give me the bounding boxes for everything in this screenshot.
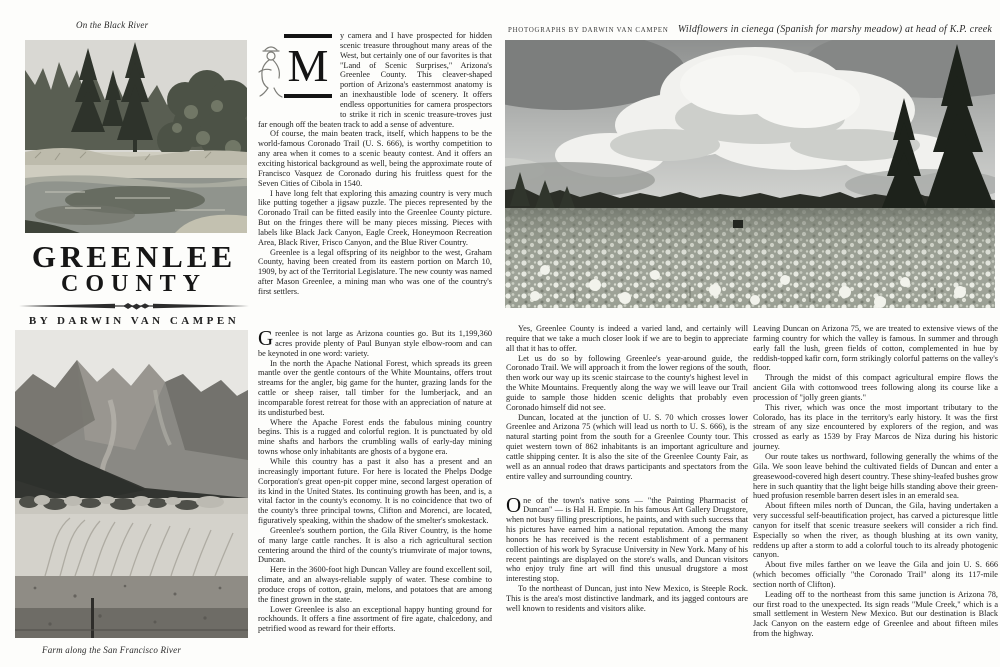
farm-photo-art (15, 330, 248, 638)
paragraph: Through the midst of this compact agricultural empire flows the ancient Gila with cottonwood trees following along its course like a procession of "jolly green giants." (753, 373, 998, 402)
caption-san-francisco-farm: Farm along the San Francisco River (42, 645, 182, 655)
paragraph: Lower Greenlee is also an exceptional happy hunting ground for rockhounds. It offers a fine assortment of fire agate, chalcedony, and petrified wood as reward for their efforts. (258, 604, 492, 634)
paragraph (506, 492, 748, 585)
paragraph-text: reenlee is not large as Arizona counties go. But its 1,199,360 acres provide plenty of Paul Bunyan style elbow-room and can be keynoted in one word: variety. (258, 329, 492, 358)
paragraph: Of course, the main beaten track, itself, which happens to be the world-famous Coronado Trail (U. S. 666), is worthy competition to any area when it comes to a scenic beauty contest. And it offers an exciting historical background as well, being the approximate route of Francisco Vasquez de Coronado during his fruitless quest for the Seven Cities of Cibola in 1540. (258, 129, 492, 188)
caption-black-river: On the Black River (76, 20, 149, 30)
paragraph: Here in the 3600-foot high Duncan Valley are found excellent soil, climate, and an always-reliable supply of water. These combine to produce crops of cotton, grain, melons, and potatoes that are among the finest grown in the state. (258, 565, 492, 604)
right-column-1 (506, 324, 748, 660)
dropcap-o: O (506, 492, 522, 517)
paragraph: Leading off to the northeast from this same junction is Arizona 78, our first road to the unexpected. Its sign reads "Mule Creek," which is a small settlement in Western New Mexico. But our destination is Black Jack Canyon on the eastern edge of Greenlee and about fifteen miles from the highway. (753, 589, 998, 639)
paragraph: In the north the Apache National Forest, which spreads its green mantle over the gentle contours of the White Mountains, offers trout streams for the angler, big game for the hunter, grazing lands for the cattle or sheep raiser, tall timber for the lumberjack, and an incomparable forest retreat for those with an appreciation of nature at its undisturbed best. (258, 358, 492, 417)
paragraph: Where the Apache Forest ends the fabulous mining country begins. This is a rugged and colorful region. It is punctuated by old mine shafts and harbors the crumbling walls of early-day mining towns whose only inhabitants are ghosts of a bygone era. (258, 417, 492, 457)
paragraph: Greenlee's southern portion, the Gila River Country, is the home of many large cattle ranches. It is also a rich agricultural section centering around the third of the county's triumvirate of major towns, Duncan. (258, 525, 492, 565)
page-title: GREENLEE (31, 239, 237, 274)
paragraph: Let us do so by following Greenlee's year-around guide, the Coronado Trail. We will approach it from the lower regions of the south, then work our way up its scenic staircase to the county's highest level in the White Mountains. Frequently along the way we will leave our Trail guide to sample those hidden scenic delights that probably even Coronado himself did not see. (506, 353, 748, 412)
photo-credit: PHOTOGRAPHS BY DARWIN VAN CAMPEN (508, 27, 669, 34)
paragraph: This river, which was once the most important tributary to the Colorado, has its place in the territory's early history. It was the first stream of any size encountered by explorers of the region, and was crossed as early as 1539 by Fray Marcos de Niza during his historic journey. (753, 402, 998, 452)
paragraph: About fifteen miles north of Duncan, the Gila, having undertaken a very successful self-beautification project, has carved a picturesque little canyon for itself that scenic treasure seekers will consider a rich find. Especially so when the river, as though blushing at its own vanity, reddens up after a storm to add a colorful touch to its already photogenic canyon. (753, 501, 998, 560)
right-column-2 (753, 324, 998, 664)
paragraph-text: ne of the town's native sons — "the Painting Pharmacist of Duncan" — is Hal H. Empie. In his famous Art Gallery Drugstore, when not busy filling prescriptions, he paints, and with such success that his pictures have earned him a national reputation. Among the many honors he has received is the recent establishment of a permanent collection of his work by Syracuse University in New York. Many of his recent paintings are displayed on the store's walls, and Duncan visitors who enjoy truly fine art will find this unusual drugstore a most interesting stop. (506, 495, 748, 584)
article-title-block (18, 241, 250, 327)
paragraph: About five miles farther on we leave the Gila and join U. S. 666 (which becomes officially "the Coronado Trail" along its 117-mile section north of Clifton). (753, 560, 998, 589)
intro-column (258, 31, 492, 323)
photo-black-river (25, 40, 247, 233)
paragraph: I have long felt that exploring this amazing country is very much like putting together a jigsaw puzzle. The pieces represented by the Coronado Trail can be fitted easily into the Greenlee County picture. But on the fringes there will be many pieces missing. Pieces with labels like Black Jack Canyon, Eagle Creek, Honeymoon Recreation Area, Black River, Frisco Canyon, and the Blue River Country. (258, 188, 492, 247)
prospector-cartoon-icon (255, 42, 285, 100)
meadow-photo-art (505, 40, 995, 308)
paragraph: Our route takes us northward, following generally the whims of the Gila. We soon leave behind the cultivated fields of Duncan and enter a greasewood-covered high desert country. These shiny-leafed bushes grow here in such quantity that the light beige hills standing above their green-hued profusion resemble barren desert isles in an emerald sea. (753, 451, 998, 501)
section2-column (258, 326, 492, 641)
black-river-photo-art (25, 40, 247, 233)
paragraph: While this country has a past it also has a present and an increasingly important future. For here is located the Phelps Dodge Corporation's great open-pit copper mine, second largest operation of its kind in the United States. Its continuing growth has been, and is, a vital factor in the county's economy. It is no coincidence that two of the county's three principal towns, Clifton and Morenci, are located, figuratively speaking, within the shadow of the smelter's smokestack. (258, 456, 492, 526)
photo-san-francisco-farm (15, 330, 248, 638)
dropcap-m: M (284, 34, 332, 98)
paragraph: Greenlee is a legal offspring of its neighbor to the west, Graham County, having been created from its eastern portion on March 10, 1909, by act of the Territorial Legislature. The new county was named after Mason Greenlee, a mining man who was one of the country's first settlers. (258, 247, 492, 296)
paragraph: y camera and I have prospected for hidden scenic treasure throughout many areas of the West, but certainly one of our favorites is that "Land of Scenic Surprises," Arizona's Greenlee County. This cleaver-shaped portion of Arizona's easternmost anatomy is an inexhaustible lode of scenery. It offers endless opportunities for camera prospectors to strike it rich in scenic treasure-troves just far enough off the beaten track to add a sense of adventure. (258, 31, 492, 129)
paragraph: To the northeast of Duncan, just into New Mexico, is Steeple Rock. This is the area's most distinctive landmark, and its jagged contours are well known to residents and visitors alike. (506, 584, 748, 613)
paragraph: Leaving Duncan on Arizona 75, we are treated to extensive views of the farming country for which the valley is famous. In summer and through early fall the lush, green fields of cotton, complemented in hue by reddish-topped kafir corn, form strikingly colorful patterns on the valley's floor. (753, 324, 998, 373)
paragraph (258, 326, 492, 359)
page-title-line2: COUNTY (60, 271, 207, 297)
paragraph: Yes, Greenlee County is indeed a varied land, and certainly will require that we take a much closer look if we are to begin to appreciate all that it has to offer. (506, 324, 748, 353)
paragraph: Duncan, located at the junction of U. S. 70 which crosses lower Greenlee and Arizona 75 (which will lead us north to U. S. 666), is the natural starting point from the south for a Greenlee County tour. This quiet western town of 862 inhabitants is an important agriculture and cattle shipping center. It is also the site of the Greenlee County Fair, as well as an annual rodeo that draws participants and spectators from the entire valley and surrounding country. (506, 412, 748, 481)
decorated-initial (258, 32, 334, 110)
dropcap-g: G (258, 326, 274, 350)
caption-wildflowers: Wildflowers in cienega (Spanish for marshy meadow) at head of K.P. creek (677, 24, 992, 35)
byline: BY DARWIN VAN CAMPEN (28, 315, 240, 327)
photo-wildflower-meadow (505, 40, 995, 308)
title-divider (19, 301, 249, 311)
